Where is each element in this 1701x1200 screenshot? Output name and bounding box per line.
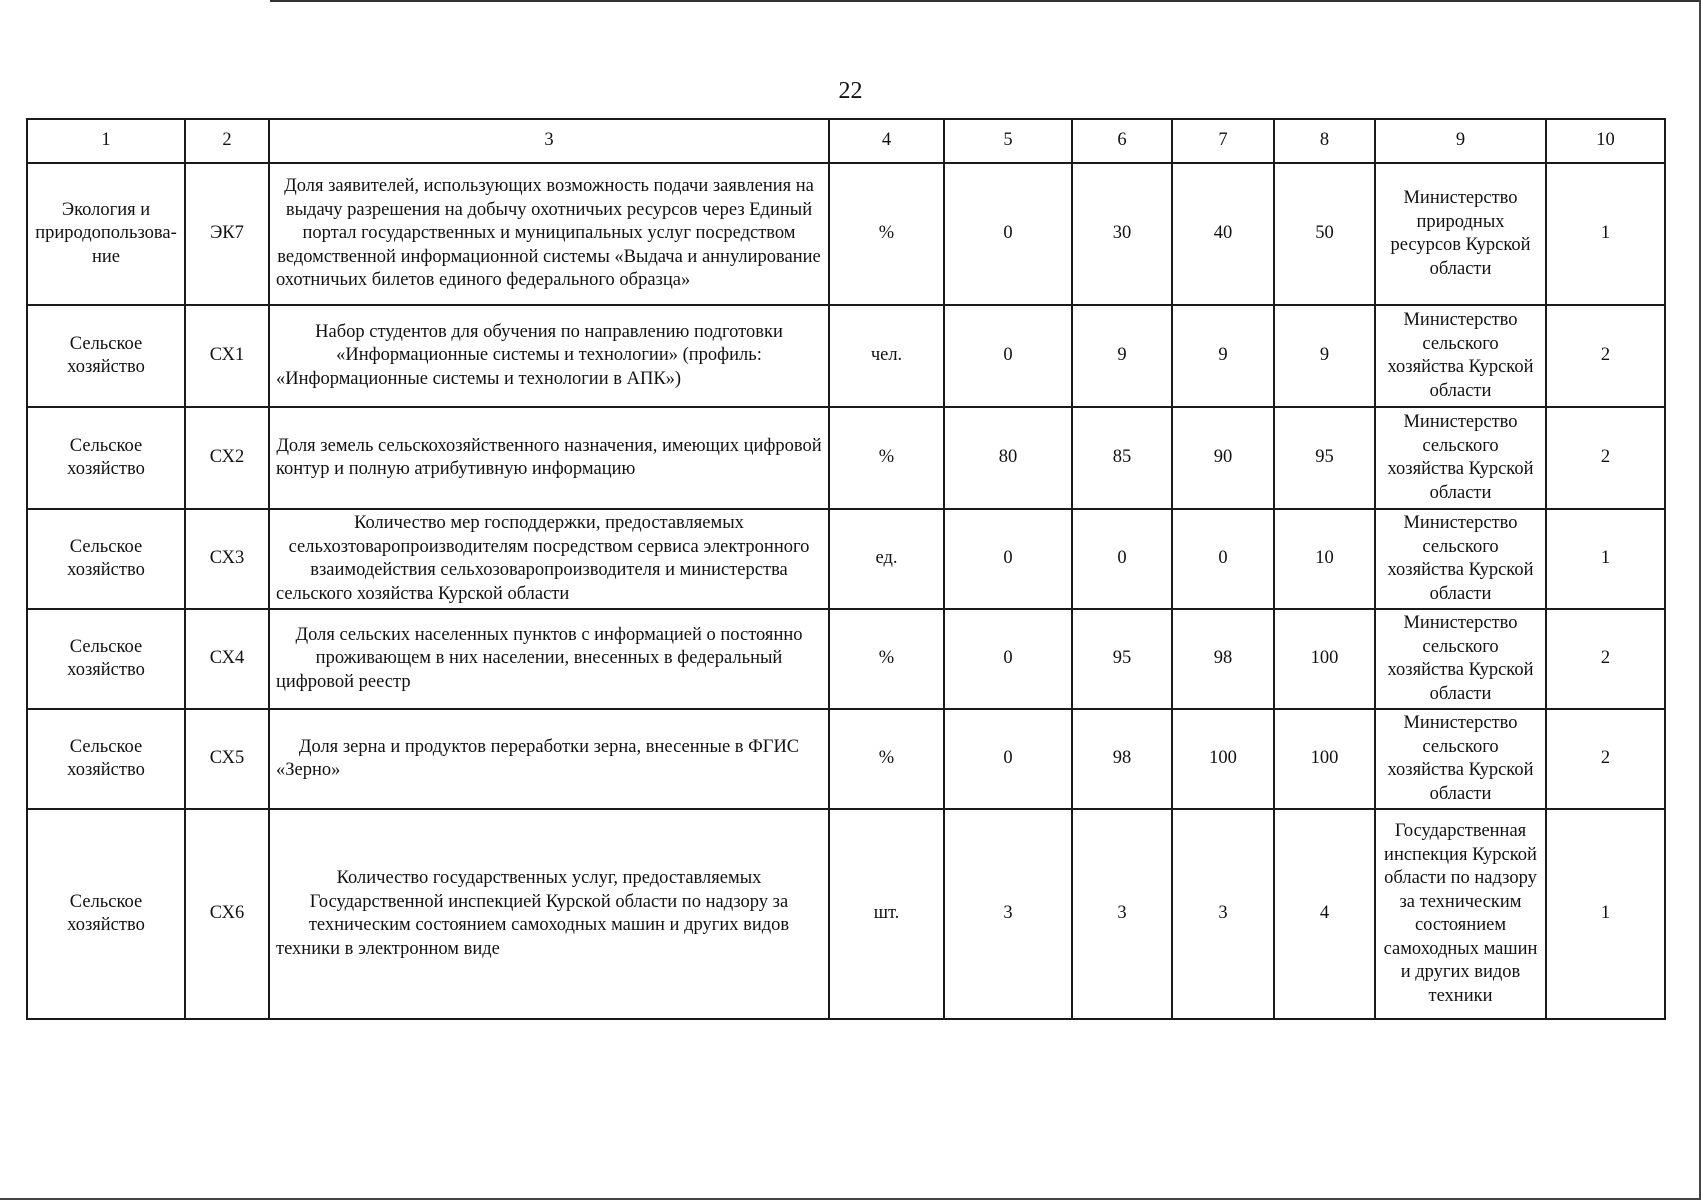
responsible-cell: Министерство сельского хозяйства Курской области xyxy=(1375,509,1546,609)
sector-cell: Сельское хозяйство xyxy=(27,709,185,809)
responsible-cell: Министерство сельского хозяйства Курской области xyxy=(1375,407,1546,509)
top-border-line xyxy=(270,0,1701,2)
sector-cell: Сельское хозяйство xyxy=(27,305,185,407)
column-header: 9 xyxy=(1375,119,1546,163)
responsible-cell: Министерство сельского хозяйства Курской области xyxy=(1375,305,1546,407)
column-header: 8 xyxy=(1274,119,1375,163)
table-row xyxy=(27,305,1665,407)
value-cell: 98 xyxy=(1172,609,1274,709)
column-header: 10 xyxy=(1546,119,1665,163)
table-row xyxy=(27,709,1665,809)
sector-cell: Экология и природопользова-ние xyxy=(27,163,185,305)
description-cell: Доля земель сельскохозяйственного назначения, имеющих цифровой контур и полную атрибутивную информацию xyxy=(269,407,829,509)
column-header: 3 xyxy=(269,119,829,163)
code-cell: СХ2 xyxy=(185,407,269,509)
value-cell: 9 xyxy=(1274,305,1375,407)
sector-cell: Сельское хозяйство xyxy=(27,509,185,609)
table-row xyxy=(27,809,1665,1019)
value-cell: 9 xyxy=(1172,305,1274,407)
value-cell: 1 xyxy=(1546,809,1665,1019)
value-cell: 0 xyxy=(944,163,1072,305)
value-cell: 100 xyxy=(1172,709,1274,809)
description-cell: Доля сельских населенных пунктов с информацией о постоянно проживающем в них населении, внесенных в федеральный цифровой реестр xyxy=(269,609,829,709)
value-cell: 98 xyxy=(1072,709,1172,809)
unit-cell: шт. xyxy=(829,809,944,1019)
code-cell: СХ4 xyxy=(185,609,269,709)
description-cell: Доля зерна и продуктов переработки зерна, внесенные в ФГИС «Зерно» xyxy=(269,709,829,809)
value-cell: 80 xyxy=(944,407,1072,509)
column-header: 4 xyxy=(829,119,944,163)
value-cell: 40 xyxy=(1172,163,1274,305)
unit-cell: % xyxy=(829,407,944,509)
code-cell: СХ5 xyxy=(185,709,269,809)
value-cell: 2 xyxy=(1546,305,1665,407)
description-cell: Набор студентов для обучения по направлению подготовки «Информационные системы и технологии» (профиль: «Информационные системы и технологии в АПК») xyxy=(269,305,829,407)
value-cell: 50 xyxy=(1274,163,1375,305)
sector-cell: Сельское хозяйство xyxy=(27,809,185,1019)
value-cell: 2 xyxy=(1546,709,1665,809)
value-cell: 0 xyxy=(944,509,1072,609)
unit-cell: ед. xyxy=(829,509,944,609)
column-header: 1 xyxy=(27,119,185,163)
value-cell: 3 xyxy=(1072,809,1172,1019)
value-cell: 90 xyxy=(1172,407,1274,509)
code-cell: ЭК7 xyxy=(185,163,269,305)
description-cell: Количество мер господдержки, предоставляемых сельхозтоваропроизводителям посредством сервиса электронного взаимодействия сельхозоваропроизводителя и министерства сельского хозяйства Курской области xyxy=(269,509,829,609)
value-cell: 2 xyxy=(1546,609,1665,709)
value-cell: 100 xyxy=(1274,709,1375,809)
value-cell: 3 xyxy=(1172,809,1274,1019)
value-cell: 100 xyxy=(1274,609,1375,709)
table-row xyxy=(27,509,1665,609)
column-header: 6 xyxy=(1072,119,1172,163)
unit-cell: % xyxy=(829,163,944,305)
responsible-cell: Министерство сельского хозяйства Курской области xyxy=(1375,709,1546,809)
code-cell: СХ3 xyxy=(185,509,269,609)
description-cell: Доля заявителей, использующих возможность подачи заявления на выдачу разрешения на добычу охотничьих ресурсов через Единый портал государственных и муниципальных услуг посредством ведомственной информационной системы «Выдача и аннулирование охотничьих билетов единого федерального образца» xyxy=(269,163,829,305)
value-cell: 95 xyxy=(1072,609,1172,709)
unit-cell: % xyxy=(829,709,944,809)
value-cell: 0 xyxy=(944,609,1072,709)
column-header: 5 xyxy=(944,119,1072,163)
code-cell: СХ1 xyxy=(185,305,269,407)
value-cell: 10 xyxy=(1274,509,1375,609)
column-header: 2 xyxy=(185,119,269,163)
value-cell: 1 xyxy=(1546,163,1665,305)
sector-cell: Сельское хозяйство xyxy=(27,609,185,709)
value-cell: 0 xyxy=(1172,509,1274,609)
value-cell: 3 xyxy=(944,809,1072,1019)
sector-cell: Сельское хозяйство xyxy=(27,407,185,509)
column-header: 7 xyxy=(1172,119,1274,163)
value-cell: 85 xyxy=(1072,407,1172,509)
unit-cell: % xyxy=(829,609,944,709)
description-cell: Количество государственных услуг, предоставляемых Государственной инспекцией Курской области по надзору за техническим состоянием самоходных машин и других видов техники в электронном виде xyxy=(269,809,829,1019)
value-cell: 4 xyxy=(1274,809,1375,1019)
value-cell: 9 xyxy=(1072,305,1172,407)
value-cell: 0 xyxy=(944,305,1072,407)
table-row xyxy=(27,407,1665,509)
table-row xyxy=(27,163,1665,305)
responsible-cell: Государственная инспекция Курской области по надзору за техническим состоянием самоходных машин и других видов техники xyxy=(1375,809,1546,1019)
unit-cell: чел. xyxy=(829,305,944,407)
table-row xyxy=(27,609,1665,709)
code-cell: СХ6 xyxy=(185,809,269,1019)
responsible-cell: Министерство сельского хозяйства Курской области xyxy=(1375,609,1546,709)
value-cell: 30 xyxy=(1072,163,1172,305)
value-cell: 95 xyxy=(1274,407,1375,509)
value-cell: 2 xyxy=(1546,407,1665,509)
value-cell: 0 xyxy=(1072,509,1172,609)
header-row xyxy=(27,119,1665,163)
value-cell: 1 xyxy=(1546,509,1665,609)
value-cell: 0 xyxy=(944,709,1072,809)
indicators-table xyxy=(26,118,1666,1020)
responsible-cell: Министерство природных ресурсов Курской области xyxy=(1375,163,1546,305)
page-number: 22 xyxy=(838,78,863,104)
